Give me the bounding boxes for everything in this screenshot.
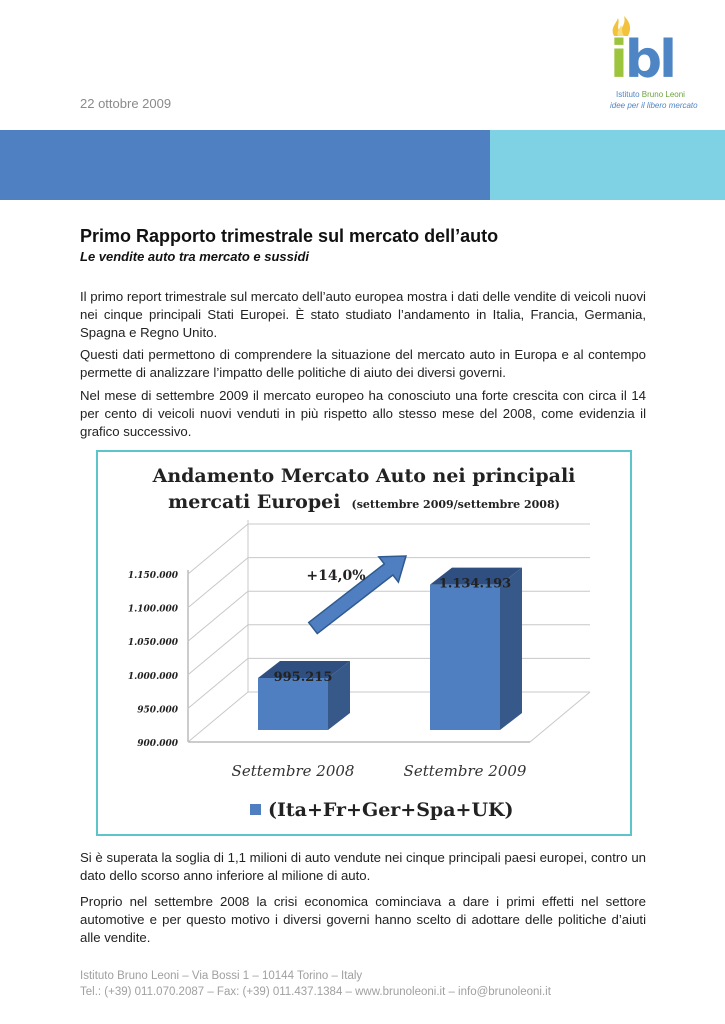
bar-side [500, 568, 522, 730]
growth-annotation: +14,0% [306, 568, 366, 584]
gridline-side [188, 591, 248, 641]
paragraph: Nel mese di settembre 2009 il mercato europeo ha conosciuto una forte crescita con circa il 14 per cento di veicoli nuovi venduti in più rispetto allo stesso mese del 2008, come evidenzia il grafico successivo. [80, 388, 646, 439]
gridline-side [188, 625, 248, 675]
footer-address: Istituto Bruno Leoni – Via Bossi 1 – 10144 Torino – Italy [80, 970, 363, 982]
chart-grid [188, 520, 590, 742]
bar-front [430, 585, 500, 730]
y-tick-label: 1.050.000 [127, 638, 178, 649]
y-tick-label: 900.000 [137, 739, 178, 749]
x-tick-label: Settembre 2008 [231, 762, 355, 780]
gridline-side [188, 692, 248, 742]
bar-front [258, 678, 328, 730]
legend-label: (Ita+Fr+Ger+Spa+UK) [268, 799, 514, 821]
chart-bars [258, 568, 522, 730]
bar [430, 568, 522, 730]
logo-tagline: idee per il libero mercato [610, 101, 698, 110]
paragraph: Proprio nel settembre 2008 la crisi economica cominciava a dare i primi effetti nel settore automotive e per questo motivo i diversi governi hanno scelto di adottare delle politiche d’aiuti alle vendite. [80, 894, 646, 945]
gridline-side [188, 658, 248, 708]
y-tick-label: 950.000 [137, 705, 178, 716]
x-tick-label: Settembre 2009 [403, 762, 527, 780]
paragraph: Si è superata la soglia di 1,1 milioni di auto vendute nei cinque principali paesi europei, contro un dato dello scorso anno inferiore al milione di auto. [80, 850, 646, 883]
chart-title-line2: mercati Europei (settembre 2009/settembre 2008) [168, 491, 560, 513]
y-axis-ticks [128, 571, 179, 749]
chart-title-line1: Andamento Mercato Auto nei principali [152, 465, 576, 487]
header-band-right [490, 130, 725, 200]
report-date: 22 ottobre 2009 [80, 96, 172, 111]
logo-institute: Istituto Bruno Leoni [616, 90, 685, 99]
legend-swatch [250, 804, 261, 815]
bar-chart [98, 452, 630, 834]
paragraph: Questi dati permettono di comprendere la situazione del mercato auto in Europa e al contempo permette di analizzare l’impatto delle politiche di aiuto dei diversi governi. [80, 347, 646, 380]
chart-frame [96, 450, 632, 836]
y-tick-label: 1.000.000 [127, 671, 178, 682]
paragraph: Il primo report trimestrale sul mercato dell’auto europea mostra i dati delle vendite di veicoli nuovi nei cinque principali Stati Europei. È stato studiato l’andamento in Italia, Francia, Germania, Spagna e Regno Unito. [80, 289, 646, 340]
article-subtitle: Le vendite auto tra mercato e sussidi [80, 249, 310, 264]
logo-wordmark: ibl [610, 30, 674, 90]
gridline-side [188, 558, 248, 608]
article-title: Primo Rapporto trimestrale sul mercato dell’auto [80, 226, 499, 246]
data-label: 995.215 [273, 670, 333, 686]
y-tick-label: 1.150.000 [127, 571, 178, 581]
footer-contacts: Tel.: (+39) 011.070.2087 – Fax: (+39) 011.437.1384 – www.brunoleoni.it – info@brunoleoni.it [80, 986, 551, 998]
ibl-logo [600, 14, 710, 114]
y-tick-label: 1.100.000 [127, 604, 178, 615]
data-label: 1.134.193 [438, 576, 512, 592]
header-band-left [0, 130, 490, 200]
right-floor-edge [530, 692, 590, 742]
gridline-side [188, 524, 248, 574]
